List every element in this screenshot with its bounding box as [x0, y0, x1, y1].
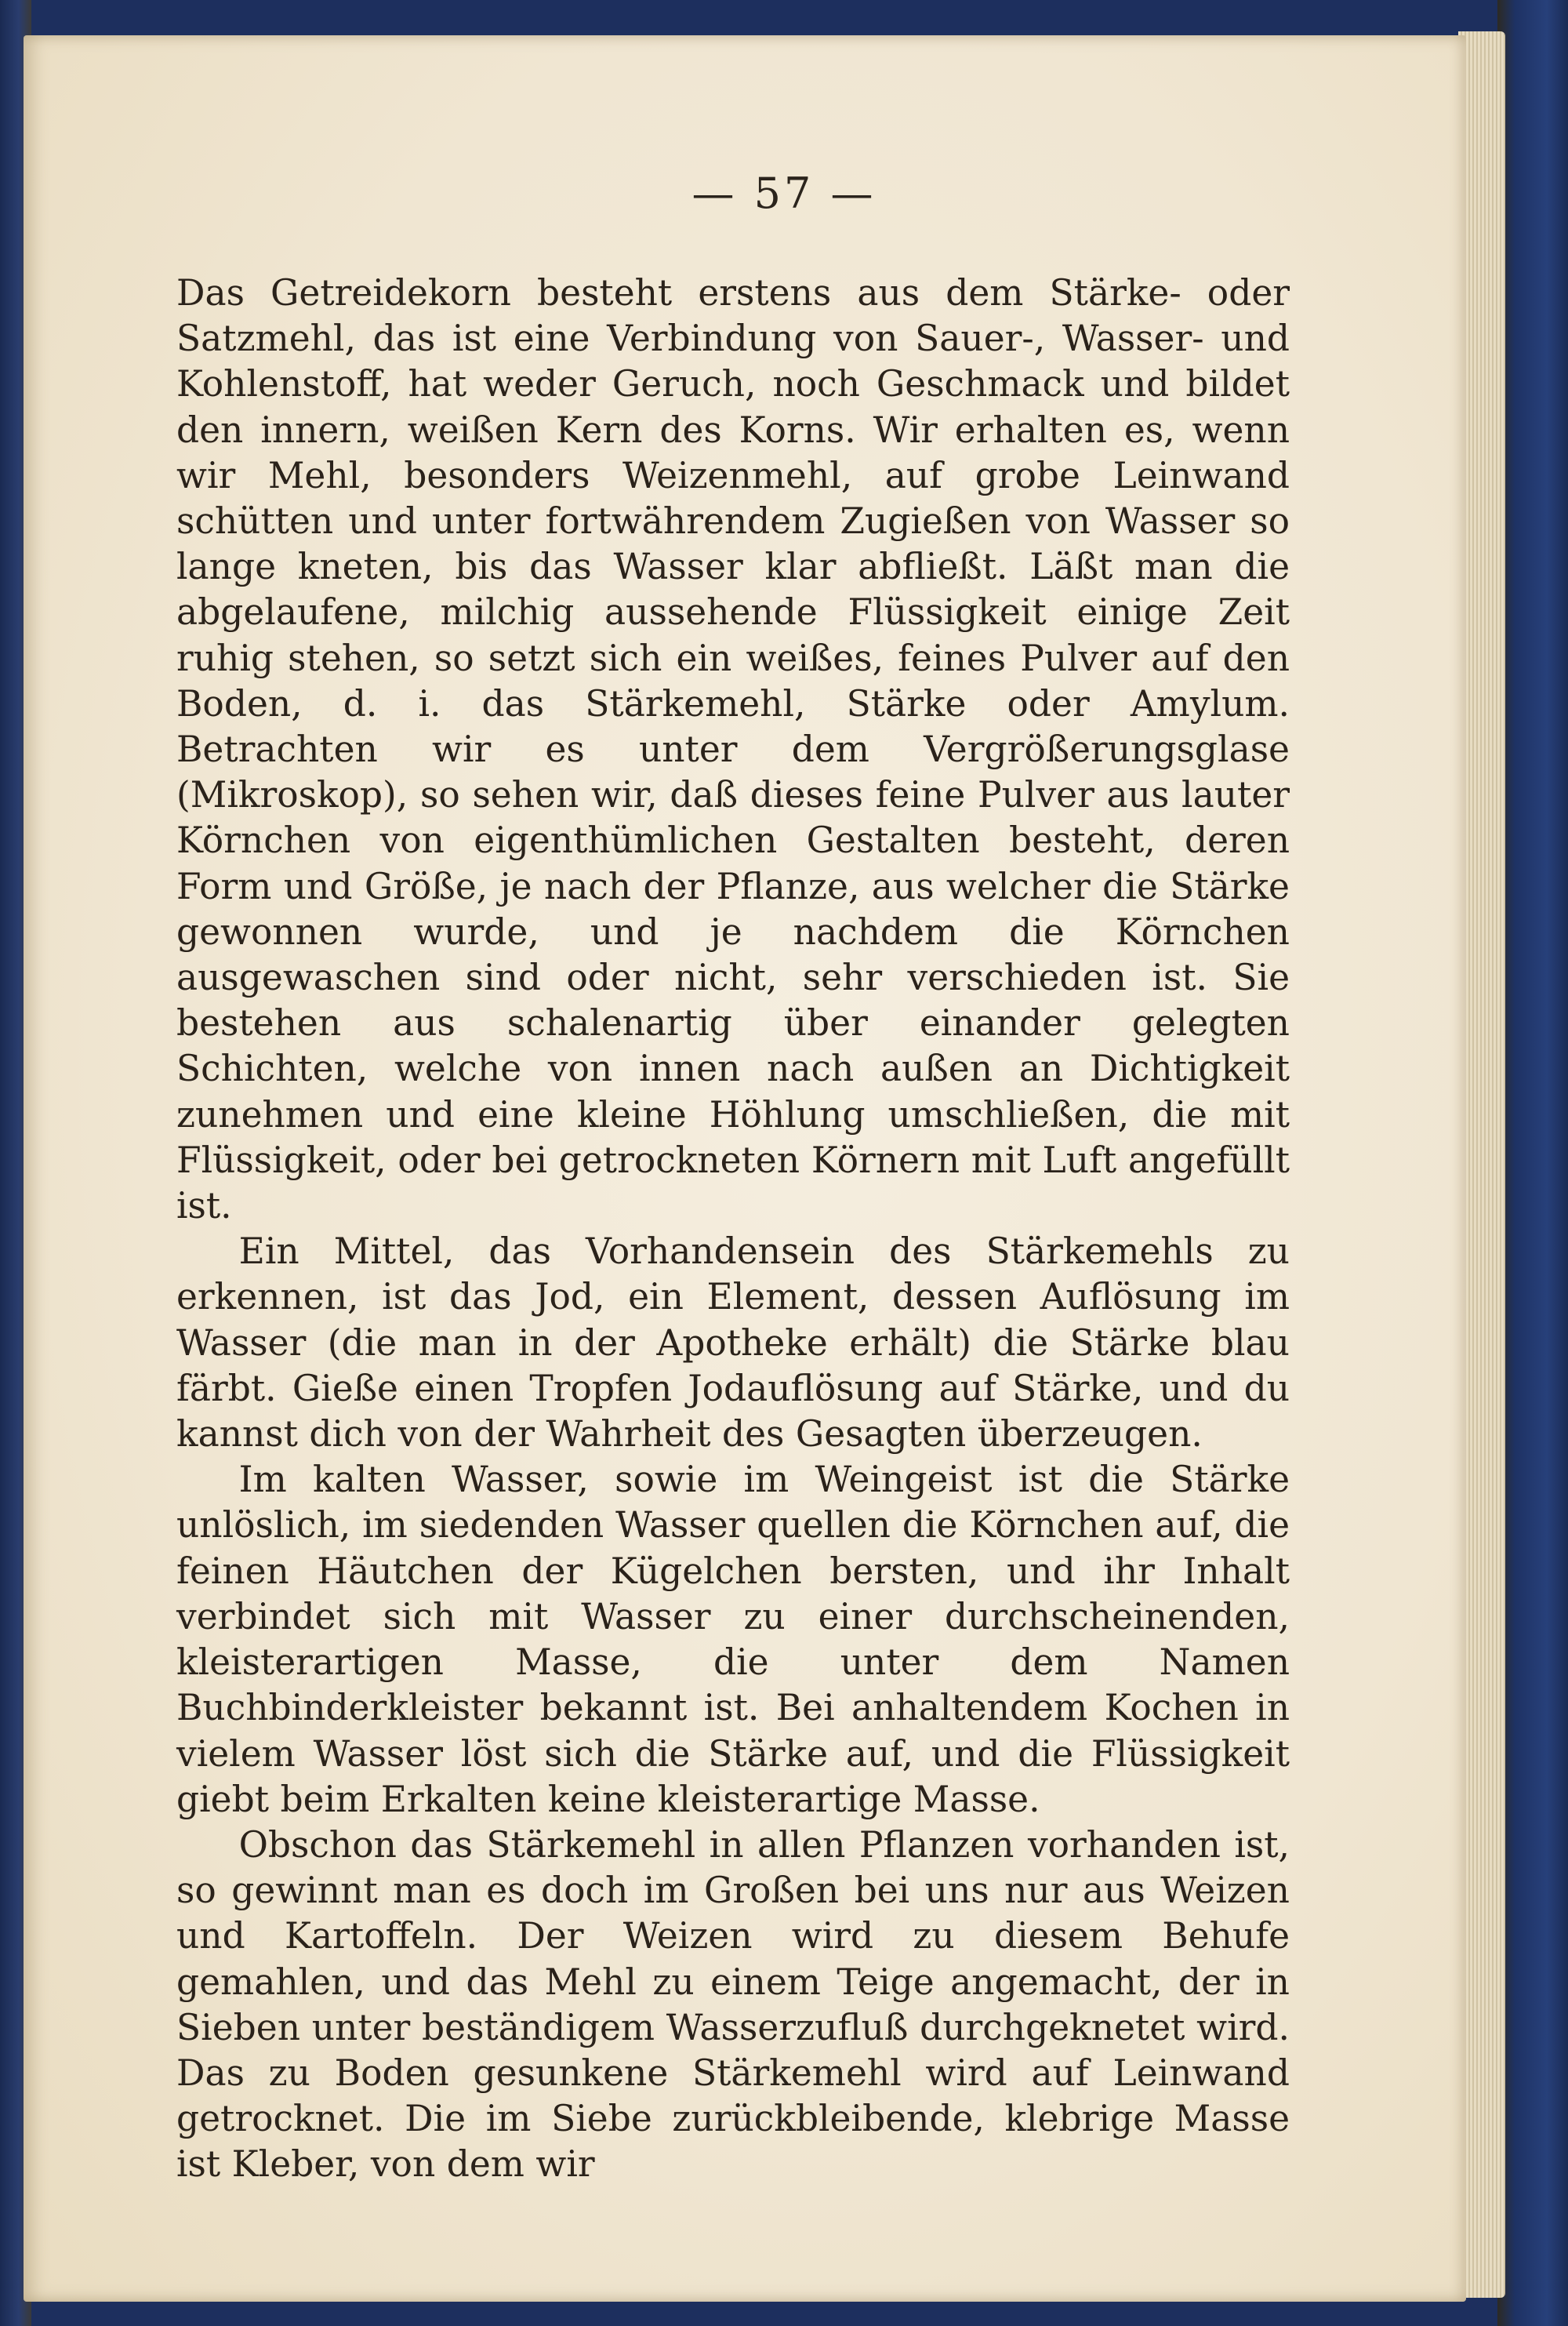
paragraph-4: Obschon das Stärkemehl in allen Pflanzen vorhanden ist, so gewinnt man es doch im Großen bei uns nur aus Weizen und Kartoffeln. Der Weizen wird zu diesem Behufe gemahlen, und das Mehl zu einem Teige angemacht, der in Sieben unter beständigem Wasserzufluß durchgeknetet wird. Das zu Boden gesunkene Stärkemehl wird auf Leinwand getrocknet. Die im Siebe zurückbleibende, klebrige Masse ist Kleber, von dem wir — [176, 1823, 1290, 2186]
body-text — [176, 271, 1290, 2192]
paragraph-3: Im kalten Wasser, sowie im Weingeist ist die Stärke unlöslich, im siedenden Wasser quellen die Körnchen auf, die feinen Häutchen der Kügelchen bersten, und ihr Inhalt verbindet sich mit Wasser zu einer durchscheinenden, kleisterartigen Masse, die unter dem Namen Buchbinderkleister bekannt ist. Bei anhaltendem Kochen in vielem Wasser löst sich die Stärke auf, und die Flüssigkeit giebt beim Erkalten keine kleisterartige Masse. — [176, 1459, 1290, 1820]
book-cover-right — [1497, 0, 1568, 2326]
paragraph-1: Das Getreidekorn besteht erstens aus dem Stärke- oder Satzmehl, das ist eine Verbindung von Sauer-, Wasser- und Kohlenstoff, hat weder Geruch, noch Geschmack und bildet den innern, weißen Kern des Korns. Wir erhalten es, wenn wir Mehl, besonders Weizenmehl, auf grobe Leinwand schütten und unter fortwährendem Zugießen von Wasser so lange kneten, bis das Wasser klar abfließt. Läßt man die abgelaufene, milchig aussehende Flüssigkeit einige Zeit ruhig stehen, so setzt sich ein weißes, feines Pulver auf den Boden, d. i. das Stärkemehl, Stärke oder Amylum. Betrachten wir es unter dem Vergrößerungsglase (Mikroskop), so sehen wir, daß dieses feine Pulver aus lauter Körnchen von eigenthümlichen Gestalten besteht, deren Form und Größe, je nach der Pflanze, aus welcher die Stärke gewonnen wurde, und je nachdem die Körnchen ausgewaschen sind oder nicht, sehr verschieden ist. Sie bestehen aus schalenartig über einander gelegten Schichten, welche von innen nach außen an Dichtigkeit zunehmen und eine kleine Höhlung umschließen, die mit Flüssigkeit, oder bei getrockneten Körnern mit Luft angefüllt ist. — [176, 272, 1290, 1227]
page-number: — 57 — — [691, 169, 877, 218]
paragraph-2: Ein Mittel, das Vorhandensein des Stärkemehls zu erkennen, ist das Jod, ein Element, dessen Auflösung im Wasser (die man in der Apotheke erhält) die Stärke blau färbt. Gieße einen Tropfen Jodauflösung auf Stärke, und du kannst dich von der Wahrheit des Gesagten überzeugen. — [176, 1230, 1290, 1456]
